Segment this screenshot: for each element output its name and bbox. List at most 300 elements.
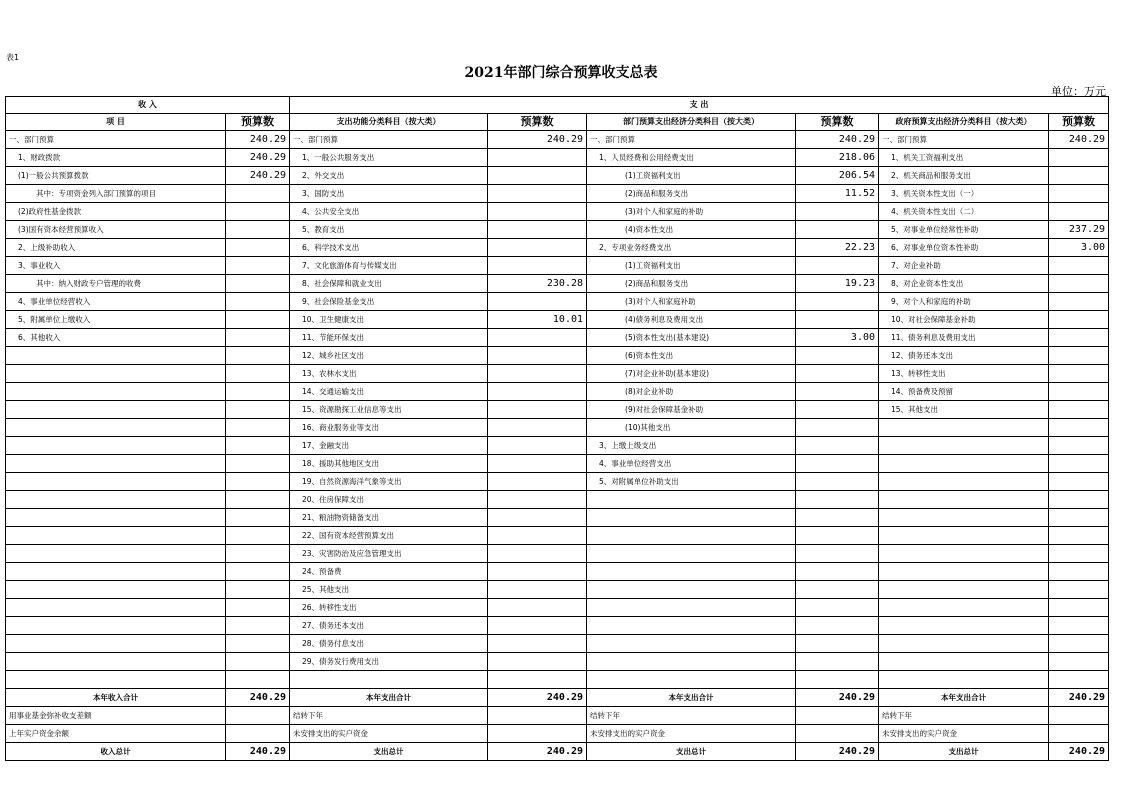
- income-item-cell: [6, 563, 226, 581]
- table-row: [6, 455, 1109, 473]
- gov-budget-cell: [1049, 329, 1109, 347]
- func-budget-cell: 230.28: [488, 275, 587, 293]
- dept-budget-cell: 206.54: [796, 167, 879, 185]
- budget-header: 预算数: [488, 114, 587, 131]
- dept-budget-cell: [796, 509, 879, 527]
- func-item-cell: 10、卫生健康支出: [290, 311, 488, 329]
- gov-item-cell: 8、对企业资本性支出: [879, 275, 1049, 293]
- income-item-cell: [6, 509, 226, 527]
- gov-budget-cell: [1049, 599, 1109, 617]
- dept-item-cell: (1)工资福利支出: [587, 167, 796, 185]
- expense-grand-total-label: 支出总计: [879, 743, 1049, 761]
- func-budget-cell: [488, 527, 587, 545]
- table-row: [6, 491, 1109, 509]
- gov-budget-cell: [1049, 257, 1109, 275]
- gov-item-cell: [879, 671, 1049, 689]
- gov-item-cell: 9、对个人和家庭的补助: [879, 293, 1049, 311]
- func-budget-cell: [488, 617, 587, 635]
- func-budget-cell: [488, 437, 587, 455]
- gov-budget-cell: [1049, 149, 1109, 167]
- unarranged-label: 未安排支出的实户资金: [290, 725, 488, 743]
- item-header: 项 目: [6, 114, 226, 131]
- table-row: [6, 635, 1109, 653]
- func-item-cell: 26、转移性支出: [290, 599, 488, 617]
- income-item-cell: [6, 491, 226, 509]
- income-header: 收 入: [6, 97, 290, 114]
- gov-budget-cell: [1049, 545, 1109, 563]
- income-budget-cell: [226, 437, 290, 455]
- gov-budget-cell: [1049, 293, 1109, 311]
- unarranged-label: 未安排支出的实户资金: [879, 725, 1049, 743]
- gov-item-cell: [879, 437, 1049, 455]
- func-budget-cell: [488, 473, 587, 491]
- dept-budget-cell: [796, 635, 879, 653]
- func-budget-cell: [488, 491, 587, 509]
- table-row: [6, 671, 1109, 689]
- dept-item-cell: [587, 581, 796, 599]
- dept-item-cell: [587, 563, 796, 581]
- empty-cell: [488, 725, 587, 743]
- gov-item-cell: [879, 473, 1049, 491]
- func-item-cell: 23、灾害防治及应急管理支出: [290, 545, 488, 563]
- func-budget-cell: [488, 635, 587, 653]
- gov-item-cell: 15、其他支出: [879, 401, 1049, 419]
- carry-label: 结转下年: [879, 707, 1049, 725]
- income-budget-cell: [226, 275, 290, 293]
- balance-row: [6, 725, 1109, 743]
- table-row: [6, 365, 1109, 383]
- func-item-cell: 6、科学技术支出: [290, 239, 488, 257]
- func-item-cell: 7、文化旅游体育与传媒支出: [290, 257, 488, 275]
- table-row: [6, 275, 1109, 293]
- gov-item-cell: 12、债务还本支出: [879, 347, 1049, 365]
- dept-budget-cell: [796, 581, 879, 599]
- gov-budget-cell: [1049, 455, 1109, 473]
- header-row-1: [6, 97, 1109, 114]
- func-budget-cell: [488, 257, 587, 275]
- gov-budget-cell: [1049, 563, 1109, 581]
- table-row: [6, 419, 1109, 437]
- func-budget-cell: [488, 329, 587, 347]
- func-item-cell: 13、农林水支出: [290, 365, 488, 383]
- table-row: [6, 185, 1109, 203]
- gov-budget-cell: [1049, 635, 1109, 653]
- func-item-cell: 3、国防支出: [290, 185, 488, 203]
- income-item-cell: [6, 419, 226, 437]
- dept-item-cell: [587, 671, 796, 689]
- func-category-header: 支出功能分类科目（按大类）: [290, 114, 488, 131]
- func-item-cell: 25、其他支出: [290, 581, 488, 599]
- dept-item-cell: (1)工资福利支出: [587, 257, 796, 275]
- func-budget-cell: [488, 347, 587, 365]
- dept-item-cell: [587, 653, 796, 671]
- table-row: [6, 131, 1109, 149]
- gov-budget-cell: 240.29: [1049, 131, 1109, 149]
- dept-item-cell: 一、部门预算: [587, 131, 796, 149]
- unarranged-label: 未安排支出的实户资金: [587, 725, 796, 743]
- func-budget-cell: [488, 293, 587, 311]
- gov-item-cell: 5、对事业单位经常性补助: [879, 221, 1049, 239]
- dept-budget-cell: [796, 221, 879, 239]
- func-budget-cell: [488, 671, 587, 689]
- table-row: [6, 383, 1109, 401]
- gov-budget-cell: [1049, 383, 1109, 401]
- func-budget-cell: [488, 581, 587, 599]
- dept-item-cell: (5)资本性支出(基本建设): [587, 329, 796, 347]
- func-item-cell: 29、债务发行费用支出: [290, 653, 488, 671]
- gov-item-cell: 4、机关资本性支出（二）: [879, 203, 1049, 221]
- gov-item-cell: 3、机关资本性支出（一）: [879, 185, 1049, 203]
- income-budget-cell: [226, 329, 290, 347]
- income-item-cell: 5、附属单位上缴收入: [6, 311, 226, 329]
- dept-budget-cell: [796, 563, 879, 581]
- income-budget-cell: 240.29: [226, 131, 290, 149]
- income-budget-cell: [226, 455, 290, 473]
- gov-budget-cell: [1049, 311, 1109, 329]
- prev-balance-label: 上年实户资金余额: [6, 725, 226, 743]
- fund-gap-label: 用事业基金弥补收支差额: [6, 707, 226, 725]
- gov-budget-cell: [1049, 419, 1109, 437]
- dept-item-cell: [587, 617, 796, 635]
- func-item-cell: 9、社会保险基金支出: [290, 293, 488, 311]
- income-item-cell: [6, 671, 226, 689]
- dept-item-cell: 1、人员经费和公用经费支出: [587, 149, 796, 167]
- income-budget-cell: [226, 653, 290, 671]
- dept-item-cell: (9)对社会保障基金补助: [587, 401, 796, 419]
- income-budget-cell: [226, 221, 290, 239]
- income-item-cell: 一、部门预算: [6, 131, 226, 149]
- func-item-cell: 17、金融支出: [290, 437, 488, 455]
- func-budget-cell: [488, 653, 587, 671]
- income-budget-cell: [226, 239, 290, 257]
- func-budget-cell: 240.29: [488, 131, 587, 149]
- dept-item-cell: (4)债务利息及费用支出: [587, 311, 796, 329]
- gov-item-cell: [879, 491, 1049, 509]
- func-item-cell: 28、债务付息支出: [290, 635, 488, 653]
- empty-cell: [1049, 707, 1109, 725]
- income-item-cell: 4、事业单位经营收入: [6, 293, 226, 311]
- table-row: [6, 221, 1109, 239]
- income-grand-total-value: 240.29: [226, 743, 290, 761]
- dept-budget-cell: [796, 617, 879, 635]
- income-budget-cell: [226, 635, 290, 653]
- income-item-cell: [6, 527, 226, 545]
- gov-budget-cell: [1049, 491, 1109, 509]
- dept-budget-cell: [796, 527, 879, 545]
- budget-header: 预算数: [226, 114, 290, 131]
- expense-grand-total-value: 240.29: [796, 743, 879, 761]
- gov-item-cell: 2、机关商品和服务支出: [879, 167, 1049, 185]
- carry-row: [6, 707, 1109, 725]
- dept-budget-cell: [796, 383, 879, 401]
- table-row: [6, 563, 1109, 581]
- income-budget-cell: [226, 293, 290, 311]
- expense-grand-total-value: 240.29: [1049, 743, 1109, 761]
- income-budget-cell: [226, 599, 290, 617]
- func-item-cell: 8、社会保障和就业支出: [290, 275, 488, 293]
- table-row: [6, 329, 1109, 347]
- table-row: [6, 347, 1109, 365]
- gov-budget-cell: [1049, 347, 1109, 365]
- dept-budget-cell: [796, 653, 879, 671]
- income-budget-cell: [226, 257, 290, 275]
- dept-budget-cell: [796, 419, 879, 437]
- sheet-tag: 表1: [6, 53, 20, 62]
- income-budget-cell: [226, 185, 290, 203]
- table-row: [6, 311, 1109, 329]
- income-item-cell: [6, 347, 226, 365]
- table-row: [6, 149, 1109, 167]
- func-item-cell: 18、援助其他地区支出: [290, 455, 488, 473]
- expense-grand-total-value: 240.29: [488, 743, 587, 761]
- income-item-cell: 2、上级补助收入: [6, 239, 226, 257]
- gov-item-cell: [879, 599, 1049, 617]
- func-item-cell: 一、部门预算: [290, 131, 488, 149]
- table-row: [6, 509, 1109, 527]
- budget-header: 预算数: [1049, 114, 1109, 131]
- func-item-cell: 5、教育支出: [290, 221, 488, 239]
- func-item-cell: 16、商业服务业等支出: [290, 419, 488, 437]
- dept-item-cell: [587, 509, 796, 527]
- income-budget-cell: 240.29: [226, 167, 290, 185]
- dept-item-cell: 5、对附属单位补助支出: [587, 473, 796, 491]
- income-budget-cell: [226, 311, 290, 329]
- header-row-2: [6, 114, 1109, 131]
- gov-item-cell: 6、对事业单位资本性补助: [879, 239, 1049, 257]
- year-expense-total-label: 本年支出合计: [290, 689, 488, 707]
- gov-budget-cell: [1049, 437, 1109, 455]
- income-item-cell: [6, 383, 226, 401]
- income-budget-cell: [226, 473, 290, 491]
- year-income-total-value: 240.29: [226, 689, 290, 707]
- dept-item-cell: (4)资本性支出: [587, 221, 796, 239]
- func-item-cell: [290, 671, 488, 689]
- dept-item-cell: [587, 527, 796, 545]
- income-budget-cell: [226, 563, 290, 581]
- gov-item-cell: 13、转移性支出: [879, 365, 1049, 383]
- func-item-cell: 20、住房保障支出: [290, 491, 488, 509]
- gov-budget-cell: 237.29: [1049, 221, 1109, 239]
- func-budget-cell: [488, 455, 587, 473]
- income-item-cell: [6, 635, 226, 653]
- year-expense-total-value: 240.29: [796, 689, 879, 707]
- gov-item-cell: [879, 545, 1049, 563]
- dept-budget-cell: [796, 401, 879, 419]
- gov-budget-cell: [1049, 275, 1109, 293]
- expense-header: 支 出: [290, 97, 1109, 114]
- func-item-cell: 1、一般公共服务支出: [290, 149, 488, 167]
- income-budget-cell: [226, 419, 290, 437]
- table-row: [6, 653, 1109, 671]
- dept-budget-cell: [796, 473, 879, 491]
- income-item-cell: 1、财政拨款: [6, 149, 226, 167]
- income-budget-cell: [226, 527, 290, 545]
- gov-item-cell: 11、债务利息及费用支出: [879, 329, 1049, 347]
- income-budget-cell: [226, 509, 290, 527]
- table-row: [6, 239, 1109, 257]
- func-item-cell: 21、粮油物资储备支出: [290, 509, 488, 527]
- income-budget-cell: [226, 347, 290, 365]
- func-budget-cell: [488, 419, 587, 437]
- dept-item-cell: (3)对个人和家庭的补助: [587, 203, 796, 221]
- func-item-cell: 14、交通运输支出: [290, 383, 488, 401]
- empty-cell: [796, 707, 879, 725]
- income-budget-cell: [226, 365, 290, 383]
- dept-budget-cell: [796, 671, 879, 689]
- income-item-cell: [6, 581, 226, 599]
- income-item-cell: (2)政府性基金拨款: [6, 203, 226, 221]
- dept-item-cell: (2)商品和服务支出: [587, 275, 796, 293]
- gov-item-cell: 10、对社会保障基金补助: [879, 311, 1049, 329]
- gov-item-cell: [879, 455, 1049, 473]
- income-item-cell: 6、其他收入: [6, 329, 226, 347]
- func-budget-cell: [488, 401, 587, 419]
- gov-item-cell: [879, 509, 1049, 527]
- gov-econ-category-header: 政府预算支出经济分类科目（按大类）: [879, 114, 1049, 131]
- table-row: [6, 581, 1109, 599]
- gov-budget-cell: 3.00: [1049, 239, 1109, 257]
- table-row: [6, 473, 1109, 491]
- gov-item-cell: [879, 527, 1049, 545]
- year-income-total-label: 本年收入合计: [6, 689, 226, 707]
- func-budget-cell: 10.01: [488, 311, 587, 329]
- expense-grand-total-label: 支出总计: [587, 743, 796, 761]
- year-expense-total-value: 240.29: [1049, 689, 1109, 707]
- table-row: [6, 617, 1109, 635]
- func-budget-cell: [488, 185, 587, 203]
- dept-budget-cell: 218.06: [796, 149, 879, 167]
- empty-cell: [1049, 725, 1109, 743]
- dept-budget-cell: 240.29: [796, 131, 879, 149]
- page-title: 2021年部门综合预算收支总表: [464, 65, 658, 81]
- income-budget-cell: [226, 203, 290, 221]
- gov-budget-cell: [1049, 653, 1109, 671]
- carry-label: 结转下年: [290, 707, 488, 725]
- budget-header: 预算数: [796, 114, 879, 131]
- income-item-cell: [6, 455, 226, 473]
- table-row: [6, 293, 1109, 311]
- func-budget-cell: [488, 383, 587, 401]
- gov-budget-cell: [1049, 671, 1109, 689]
- dept-item-cell: (7)对企业补助(基本建设): [587, 365, 796, 383]
- income-item-cell: [6, 365, 226, 383]
- table-row: [6, 167, 1109, 185]
- table-row: [6, 545, 1109, 563]
- income-item-cell: 其中：专项资金列入部门预算的项目: [6, 185, 226, 203]
- gov-item-cell: [879, 617, 1049, 635]
- func-budget-cell: [488, 545, 587, 563]
- dept-item-cell: 3、上缴上级支出: [587, 437, 796, 455]
- func-budget-cell: [488, 149, 587, 167]
- gov-budget-cell: [1049, 365, 1109, 383]
- dept-item-cell: [587, 599, 796, 617]
- income-budget-cell: [226, 383, 290, 401]
- func-item-cell: 12、城乡社区支出: [290, 347, 488, 365]
- func-budget-cell: [488, 167, 587, 185]
- income-item-cell: 3、事业收入: [6, 257, 226, 275]
- func-item-cell: 24、预备费: [290, 563, 488, 581]
- gov-item-cell: [879, 581, 1049, 599]
- func-item-cell: 27、债务还本支出: [290, 617, 488, 635]
- func-budget-cell: [488, 365, 587, 383]
- gov-item-cell: 一、部门预算: [879, 131, 1049, 149]
- gov-item-cell: 1、机关工资福利支出: [879, 149, 1049, 167]
- dept-item-cell: (3)对个人和家庭补助: [587, 293, 796, 311]
- dept-budget-cell: [796, 347, 879, 365]
- dept-budget-cell: 11.52: [796, 185, 879, 203]
- grand-total-row: [6, 743, 1109, 761]
- table-row: [6, 203, 1109, 221]
- gov-item-cell: [879, 653, 1049, 671]
- income-item-cell: [6, 437, 226, 455]
- unit-label: 单位：万元: [1051, 85, 1106, 98]
- gov-budget-cell: [1049, 401, 1109, 419]
- func-budget-cell: [488, 221, 587, 239]
- income-budget-cell: 240.29: [226, 149, 290, 167]
- gov-budget-cell: [1049, 167, 1109, 185]
- table-row: [6, 599, 1109, 617]
- func-item-cell: 22、国有资本经营预算支出: [290, 527, 488, 545]
- gov-budget-cell: [1049, 509, 1109, 527]
- income-item-cell: [6, 473, 226, 491]
- dept-budget-cell: [796, 545, 879, 563]
- gov-budget-cell: [1049, 581, 1109, 599]
- table-row: [6, 437, 1109, 455]
- income-item-cell: [6, 599, 226, 617]
- dept-budget-cell: [796, 257, 879, 275]
- gov-item-cell: 7、对企业补助: [879, 257, 1049, 275]
- func-item-cell: 4、公共安全支出: [290, 203, 488, 221]
- gov-item-cell: [879, 635, 1049, 653]
- dept-budget-cell: [796, 491, 879, 509]
- func-budget-cell: [488, 203, 587, 221]
- dept-budget-cell: [796, 599, 879, 617]
- empty-cell: [226, 707, 290, 725]
- income-item-cell: (1)一般公共预算拨款: [6, 167, 226, 185]
- dept-budget-cell: 3.00: [796, 329, 879, 347]
- income-budget-cell: [226, 401, 290, 419]
- func-budget-cell: [488, 599, 587, 617]
- income-item-cell: [6, 545, 226, 563]
- dept-budget-cell: [796, 311, 879, 329]
- empty-cell: [796, 725, 879, 743]
- func-item-cell: 15、资源勘探工业信息等支出: [290, 401, 488, 419]
- table-row: [6, 527, 1109, 545]
- func-item-cell: 19、自然资源海洋气象等支出: [290, 473, 488, 491]
- func-budget-cell: [488, 509, 587, 527]
- gov-budget-cell: [1049, 617, 1109, 635]
- dept-budget-cell: [796, 455, 879, 473]
- gov-budget-cell: [1049, 473, 1109, 491]
- dept-budget-cell: [796, 365, 879, 383]
- func-budget-cell: [488, 563, 587, 581]
- dept-econ-category-header: 部门预算支出经济分类科目（按大类）: [587, 114, 796, 131]
- table-row: [6, 257, 1109, 275]
- dept-item-cell: (6)资本性支出: [587, 347, 796, 365]
- gov-item-cell: 14、预备费及预留: [879, 383, 1049, 401]
- gov-budget-cell: [1049, 185, 1109, 203]
- gov-item-cell: [879, 419, 1049, 437]
- dept-budget-cell: [796, 293, 879, 311]
- table-row: [6, 401, 1109, 419]
- income-item-cell: (3)国有资本经营预算收入: [6, 221, 226, 239]
- dept-item-cell: 2、专项业务经费支出: [587, 239, 796, 257]
- expense-grand-total-label: 支出总计: [290, 743, 488, 761]
- gov-item-cell: [879, 563, 1049, 581]
- income-budget-cell: [226, 545, 290, 563]
- income-item-cell: [6, 653, 226, 671]
- dept-budget-cell: 19.23: [796, 275, 879, 293]
